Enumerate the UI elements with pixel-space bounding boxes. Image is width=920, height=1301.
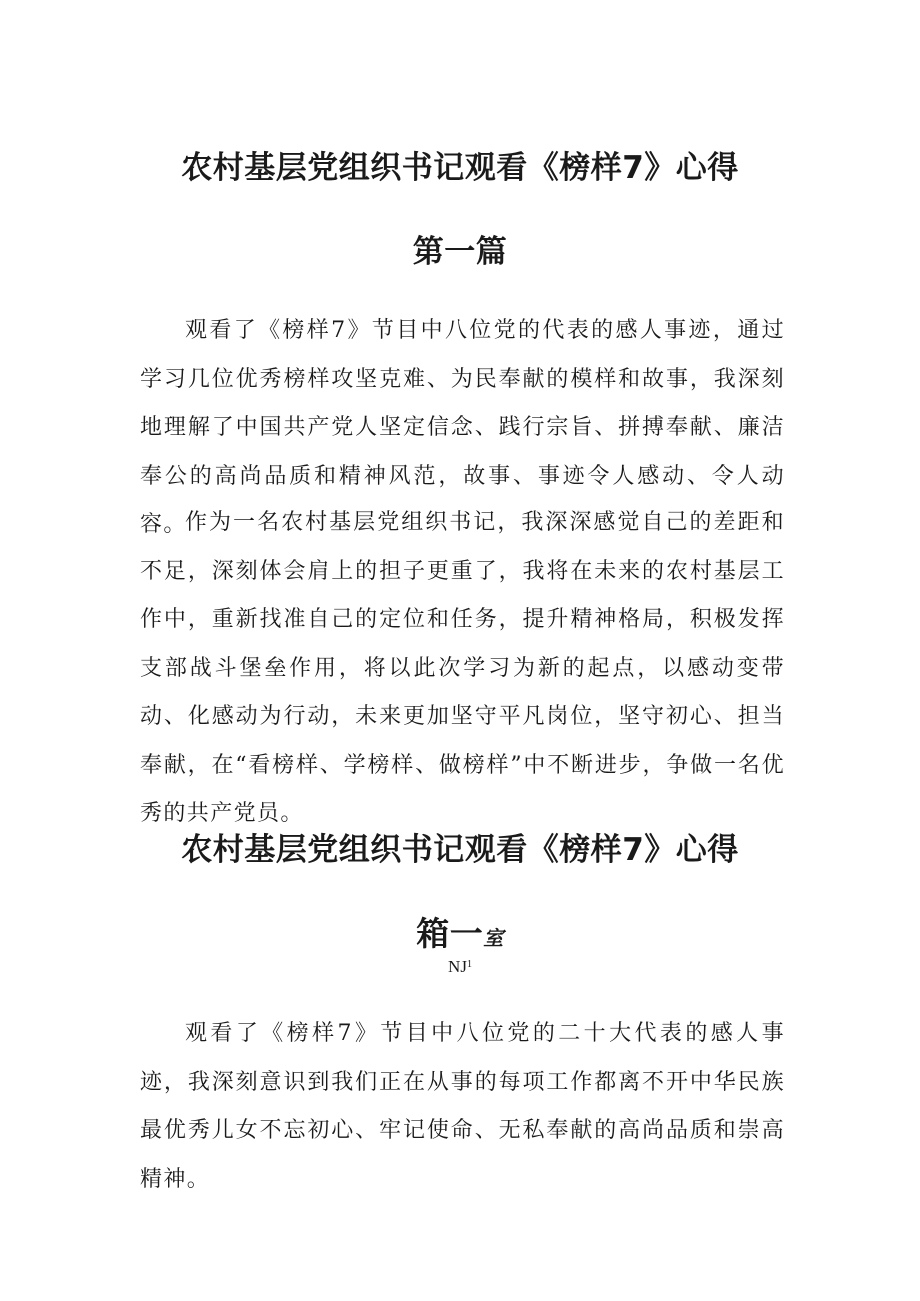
- section-2-subtitle-main: 箱一: [416, 914, 484, 953]
- section-1-subtitle: 第一篇: [412, 234, 508, 270]
- section-1-title: 农村基层党组织书记观看《榜样7》心得: [181, 150, 739, 186]
- footnote-superscript: 1: [466, 959, 472, 970]
- section-1-paragraph-1: 观看了《榜样7》节目中八位党的代表的感人事迹，通过学习几位优秀榜样攻坚克难、为民奉献的模样和故事，我深刻地理解了中国共产党人坚定信念、践行宗旨、拼搏奉献、廉洁奉公的高尚品质和精神风范，故事、事迹令人感动、令人动容。: [140, 318, 785, 537]
- section-2-title: 农村基层党组织书记观看《榜样7》心得: [181, 832, 739, 868]
- section-2-paragraph-1: 观看了《榜样7》节目中八位党的二十大代表的感人事迹，我深刻意识到我们正在从事的每项工作都离不开中华民族最优秀儿女不忘初心、牢记使命、无私奉献的高尚品质和崇高精神。: [140, 1021, 785, 1192]
- footnote-mark: [0, 956, 920, 978]
- section-2-subtitle: [0, 914, 920, 958]
- section-2-subtitle-small: 室: [483, 926, 504, 950]
- footnote-text: NJ: [448, 957, 467, 976]
- section-1-paragraph-2: 作为一名农村基层党组织书记，我深深感觉自己的差距和不足，深刻体会肩上的担子更重了，我将在未来的农村基层工作中，重新找准自己的定位和任务，提升精神格局，积极发挥支部战斗堡垒作用，将以此次学习为新的起点，以感动变带动、化感动为行动，未来更加坚守平凡岗位，坚守初心、担当奉献，在“看榜样、学榜样、做榜样”中不断进步，争做一名优秀的共产党员。: [140, 510, 785, 826]
